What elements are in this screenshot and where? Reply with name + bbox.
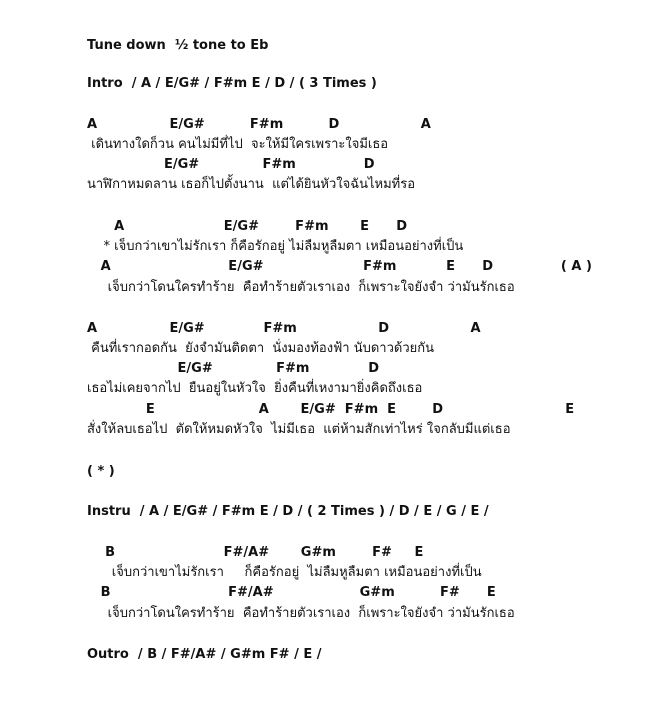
verse2-lyrics-3: สั่งให้ลบเธอไป ตัดให้หมดหัวใจ ไม่มีเธอ แต่ห้ามสักเท่าไหร่ ใจกลับมีแต่เธอ <box>87 422 511 437</box>
verse2-chords-2: E/G# F#m D <box>87 361 380 376</box>
repeat-chorus-mark: ( * ) <box>87 464 115 479</box>
verse2-chords-1: A E/G# F#m D A <box>87 321 481 336</box>
chorus-chords-1: A E/G# F#m E D <box>87 219 408 234</box>
verse1-chords-1: A E/G# F#m D A <box>87 117 431 132</box>
verse1-lyrics-2: นาฬิกาหมดลาน เธอก็ไปตั้งนาน แต่ได้ยินหัวใจฉันไหมที่รอ <box>87 177 416 192</box>
instrumental-line: Instru / A / E/G# / F#m E / D / ( 2 Times ) / D / E / G / E / <box>87 504 489 519</box>
outro-line: Outro / B / F#/A# / G#m F# / E / <box>87 647 322 662</box>
verse2-lyrics-2: เธอไม่เคยจากไป ยืนอยู่ในหัวใจ ยิ่งคืนที่เหงามายิ่งคิดถึงเธอ <box>87 381 423 396</box>
tuning-note: Tune down ½ tone to Eb <box>87 38 269 53</box>
chorus-lyrics-2: เจ็บกว่าโดนใครทำร้าย คือทำร้ายตัวเราเอง ก็เพราะใจยังจำ ว่ามันรักเธอ <box>87 280 515 295</box>
verse1-chords-2: E/G# F#m D <box>87 157 375 172</box>
chorus2-chords-2: B F#/A# G#m F# E <box>87 585 496 600</box>
verse1-lyrics-1: เดินทางใดก็วน คนไม่มีที่ไป จะให้มีใครเพราะใจมีเธอ <box>87 137 389 152</box>
chorus2-chords-1: B F#/A# G#m F# E <box>87 545 424 560</box>
verse2-lyrics-1: คืนที่เรากอดกัน ยังจำมันติดตา นั่งมองท้องฟ้า นับดาวด้วยกัน <box>87 341 435 356</box>
intro-line: Intro / A / E/G# / F#m E / D / ( 3 Times ) <box>87 76 377 91</box>
chorus2-lyrics-1: เจ็บกว่าเขาไม่รักเรา ก็คือรักอยู่ ไม่ลืมหูลืมตา เหมือนอย่างที่เป็น <box>87 565 482 580</box>
chorus2-lyrics-2: เจ็บกว่าโดนใครทำร้าย คือทำร้ายตัวเราเอง ก็เพราะใจยังจำ ว่ามันรักเธอ <box>87 606 515 621</box>
verse2-chords-3: E A E/G# F#m E D E <box>87 402 575 417</box>
chorus-lyrics-1: * เจ็บกว่าเขาไม่รักเรา ก็คือรักอยู่ ไม่ลืมหูลืมตา เหมือนอย่างที่เป็น <box>87 239 464 254</box>
chorus-chords-2: A E/G# F#m E D ( A ) <box>87 259 592 274</box>
